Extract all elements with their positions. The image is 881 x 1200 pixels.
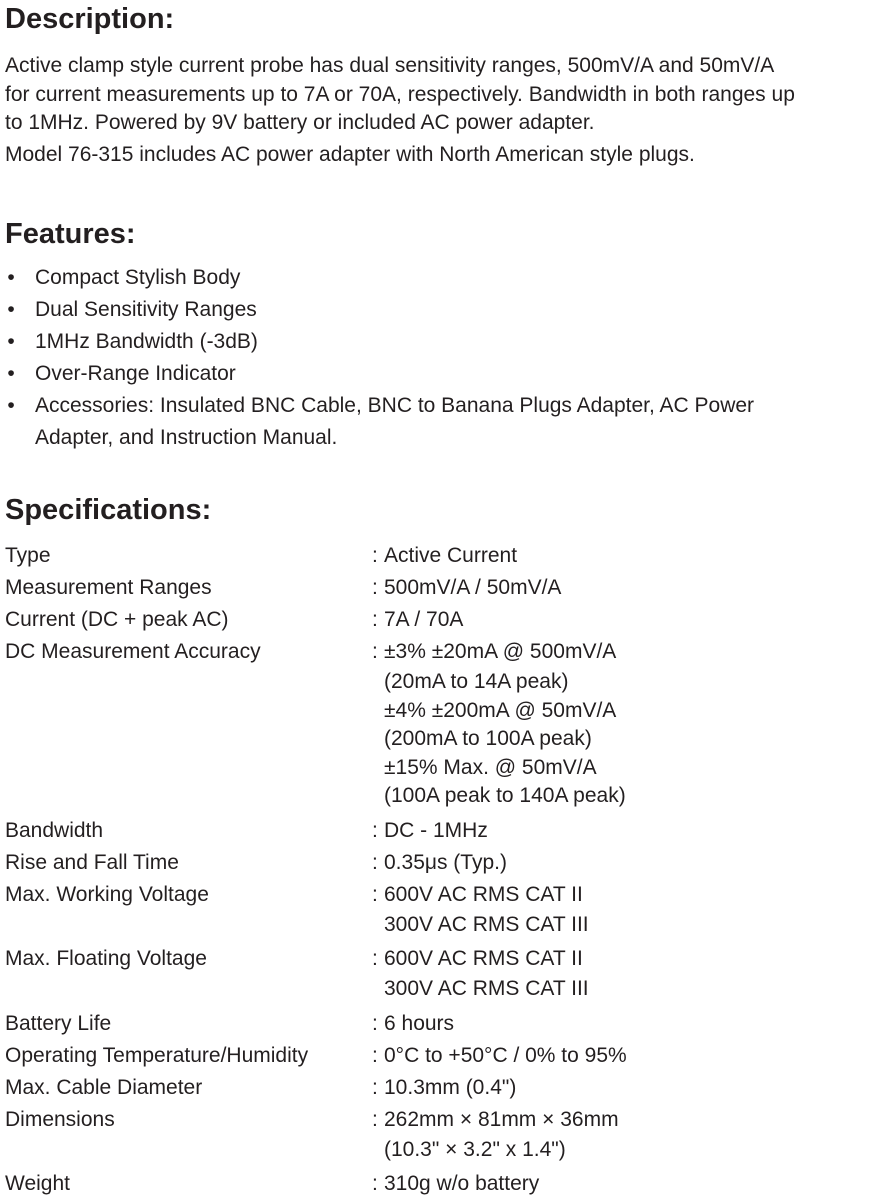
spec-label: Battery Life — [5, 1011, 112, 1035]
spec-label: DC Measurement Accuracy — [5, 640, 261, 663]
spec-value-line: ±3% ±20mA @ 500mV/A — [384, 640, 617, 663]
spec-row — [5, 1040, 875, 1072]
features-list — [0, 262, 754, 454]
spec-value-line: (200mA to 100A peak) — [384, 727, 592, 750]
spec-value-line: 300V AC RMS CAT III — [384, 912, 589, 936]
spec-value-line: 6 hours — [384, 1011, 455, 1035]
spec-value-line: 310g w/o battery — [384, 1172, 540, 1195]
spec-value-line: 10.3mm (0.4") — [384, 1075, 517, 1099]
bullet-icon: • — [7, 266, 15, 289]
feature-text: 1MHz Bandwidth (-3dB) — [35, 330, 258, 353]
spec-row — [5, 943, 875, 1004]
spec-row — [5, 1072, 875, 1104]
spec-value — [384, 1040, 875, 1072]
spec-row — [5, 1168, 875, 1200]
spec-value-line: 262mm × 81mm × 36mm — [384, 1107, 619, 1131]
feature-text: Over-Range Indicator — [35, 362, 236, 385]
spec-row — [5, 1104, 875, 1165]
feature-text: Adapter, and Instruction Manual. — [35, 426, 338, 449]
spec-value-line: (10.3" × 3.2" x 1.4") — [384, 1137, 566, 1161]
bullet-icon: • — [7, 394, 15, 417]
spec-value-line: (20mA to 14A peak) — [384, 670, 569, 693]
feature-text: Compact Stylish Body — [35, 266, 241, 289]
spec-value — [384, 815, 875, 847]
spec-value-line: 300V AC RMS CAT III — [384, 977, 589, 1000]
bullet-icon: • — [7, 362, 15, 385]
spec-row — [5, 540, 875, 572]
spec-row — [5, 1008, 875, 1040]
spec-value — [384, 943, 875, 1004]
spec-value — [384, 572, 875, 604]
description-heading: Description: — [5, 3, 175, 35]
description-line-1: Active clamp style current probe has dual sensitivity ranges, 500mV/A and 50mV/A — [5, 54, 775, 77]
spec-value — [384, 1072, 875, 1104]
spec-separator: : — [372, 882, 378, 906]
bullet-icon: • — [7, 298, 15, 321]
spec-value-line: 0°C to +50°C / 0% to 95% — [384, 1043, 627, 1067]
spec-value — [384, 604, 875, 636]
spec-separator: : — [372, 1043, 378, 1067]
model-note: Model 76-315 includes AC power adapter with North American style plugs. — [5, 143, 695, 166]
spec-separator: : — [372, 1075, 378, 1099]
spec-row — [5, 572, 875, 604]
spec-row — [5, 847, 875, 879]
spec-value-line: 500mV/A / 50mV/A — [384, 576, 562, 599]
spec-label: Current (DC + peak AC) — [5, 608, 229, 631]
spec-value-line: (100A peak to 140A peak) — [384, 784, 626, 807]
spec-value — [384, 540, 875, 572]
spec-separator: : — [372, 576, 378, 599]
spec-separator: : — [372, 608, 378, 631]
spec-separator: : — [372, 1107, 378, 1131]
description-line-2: for current measurements up to 7A or 70A, respectively. Bandwidth in both ranges up — [5, 83, 795, 106]
specifications-heading: Specifications: — [5, 494, 212, 526]
spec-value — [384, 1104, 875, 1165]
spec-separator: : — [372, 1011, 378, 1035]
spec-label: Bandwidth — [5, 818, 104, 842]
spec-value-line: 0.35μs (Typ.) — [384, 850, 507, 874]
feature-item — [0, 294, 754, 326]
bullet-icon: • — [7, 330, 15, 353]
spec-separator: : — [372, 1172, 378, 1195]
spec-value — [384, 1168, 875, 1200]
spec-value-line: 600V AC RMS CAT II — [384, 947, 583, 970]
spec-label: Max. Working Voltage — [5, 882, 209, 906]
spec-value-line: 600V AC RMS CAT II — [384, 882, 583, 906]
description-line-3: to 1MHz. Powered by 9V battery or included AC power adapter. — [5, 111, 595, 134]
feature-text: Dual Sensitivity Ranges — [35, 298, 257, 321]
spec-separator: : — [372, 947, 378, 970]
spec-row — [5, 879, 875, 940]
spec-row — [5, 636, 875, 811]
spec-label: Operating Temperature/Humidity — [5, 1043, 309, 1067]
spec-separator: : — [372, 818, 378, 842]
spec-value — [384, 1008, 875, 1040]
spec-value — [384, 636, 875, 811]
spec-value-line: DC - 1MHz — [384, 818, 488, 842]
spec-label: Type — [5, 544, 51, 567]
spec-label: Measurement Ranges — [5, 576, 212, 599]
feature-text: Accessories: Insulated BNC Cable, BNC to Banana Plugs Adapter, AC Power — [35, 394, 755, 417]
spec-value — [384, 879, 875, 940]
spec-value — [384, 847, 875, 879]
spec-value-line: ±15% Max. @ 50mV/A — [384, 755, 597, 779]
spec-label: Weight — [5, 1172, 70, 1195]
spec-label: Rise and Fall Time — [5, 850, 179, 874]
spec-value-line: 7A / 70A — [384, 608, 464, 631]
spec-value-line: Active Current — [384, 544, 518, 567]
spec-separator: : — [372, 850, 378, 874]
spec-label: Max. Floating Voltage — [5, 947, 207, 970]
feature-item — [0, 326, 754, 358]
spec-label: Dimensions — [5, 1107, 115, 1131]
feature-item — [0, 262, 754, 294]
spec-label: Max. Cable Diameter — [5, 1075, 203, 1099]
feature-item — [0, 358, 754, 390]
spec-separator: : — [372, 640, 378, 663]
feature-item — [0, 390, 754, 454]
specifications-table — [5, 540, 875, 1200]
spec-value-line: ±4% ±200mA @ 50mV/A — [384, 698, 617, 722]
spec-row — [5, 815, 875, 847]
spec-row — [5, 604, 875, 636]
spec-separator: : — [372, 544, 378, 567]
features-heading: Features: — [5, 218, 136, 250]
